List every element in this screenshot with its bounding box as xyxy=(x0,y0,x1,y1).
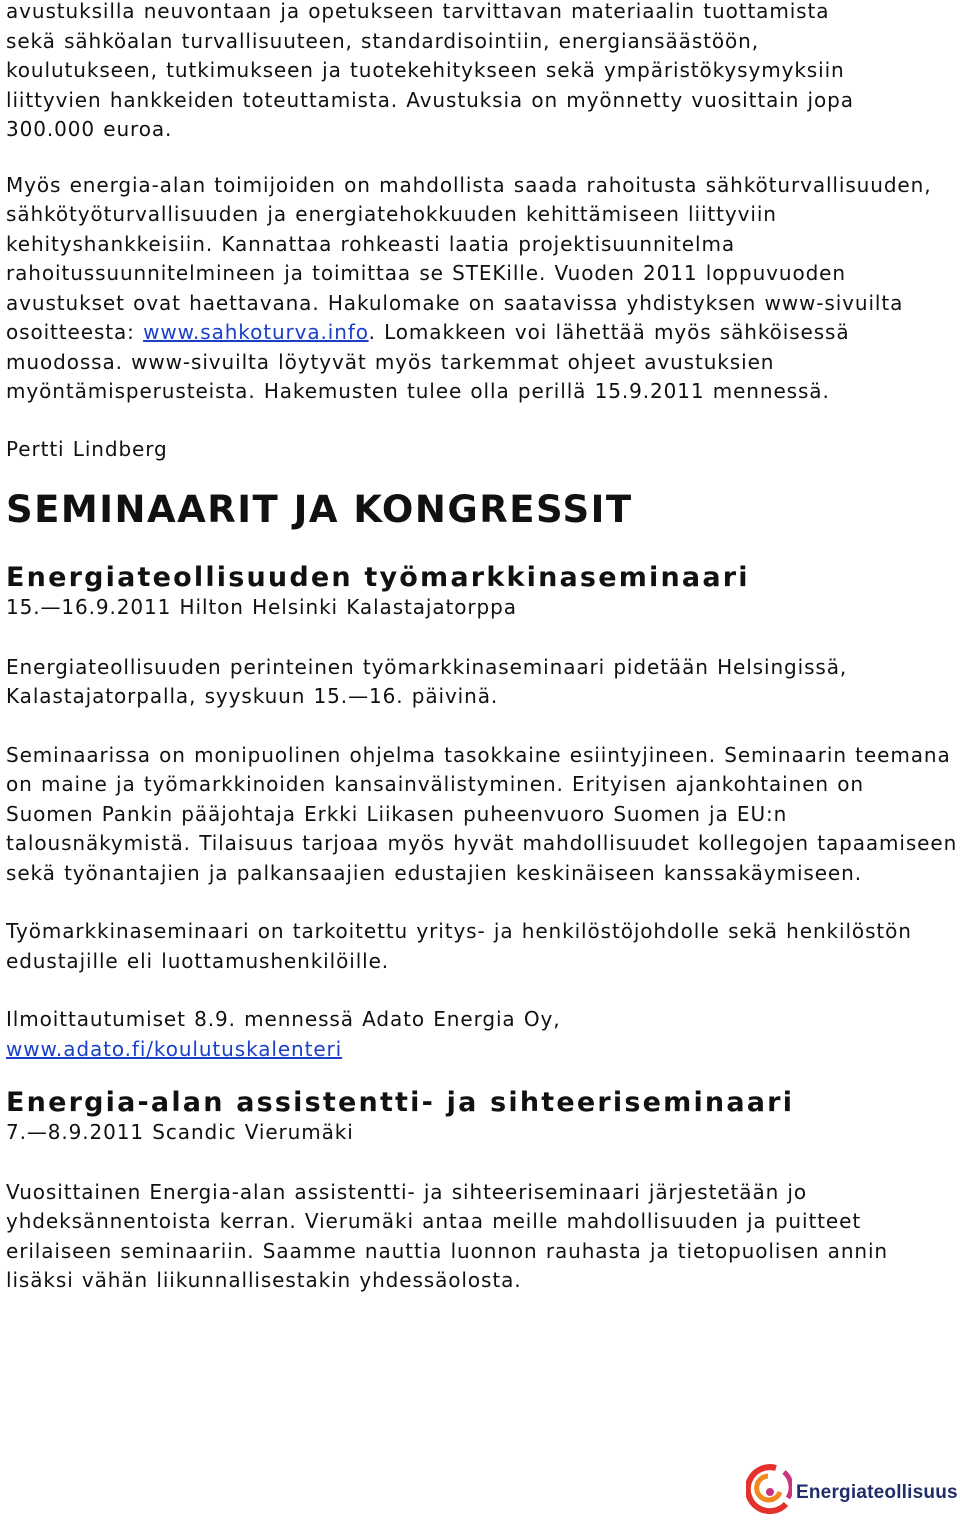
adato-link[interactable]: www.adato.fi/koulutuskalenteri xyxy=(6,1036,343,1061)
energiateollisuus-logo xyxy=(746,1462,958,1518)
section-title: SEMINAARIT JA KONGRESSIT xyxy=(6,488,633,531)
intro-paragraph xyxy=(6,0,958,145)
event-paragraph: Työmarkkinaseminaari on tarkoitettu yritys- ja henkilöstöjohdolle sekä henkilöstön edustajille eli luottamushenkilöille. xyxy=(6,919,912,973)
funding-text-after: . Lomakkeen voi lähettää myös sähköisessä muodossa. www-sivuilta löytyvät myös tarkemmat ohjeet avustuksien myöntämisperusteista. Hakemusten tulee olla perillä 15.9.2011 mennessä. xyxy=(6,320,850,403)
logo-mark-icon xyxy=(746,1462,792,1518)
logo-arc-magenta xyxy=(784,1472,791,1498)
document-page xyxy=(6,0,958,1296)
registration-label: Ilmoittautumiset 8.9. mennessä Adato Energia Oy, xyxy=(6,1007,561,1031)
event-paragraph: Vuosittainen Energia-alan assistentti- ja sihteeriseminaari järjestetään jo yhdeksännentoista kerran. Vierumäki antaa meille mahdollisuuden ja puitteet erilaiseen seminaariin. Saamme nauttia luonnon rauhasta ja tietopuolisen annin lisäksi vähän liikunnallisestakin yhdessäolosta. xyxy=(6,1179,889,1292)
author-name: Pertti Lindberg xyxy=(6,436,168,461)
sahkoturva-link[interactable]: www.sahkoturva.info xyxy=(143,320,369,344)
event-date-place: 15.—16.9.2011 Hilton Helsinki Kalastajatorppa xyxy=(6,595,517,619)
event-title: Energia-alan assistentti- ja sihteeriseminaari xyxy=(6,1087,795,1118)
intro-line: koulutukseen, tutkimukseen ja tuotekehitykseen sekä ympäristökysymyksiin xyxy=(6,58,845,82)
logo-text: Energiateollisuus xyxy=(796,1482,958,1503)
registration-text xyxy=(6,1005,958,1064)
intro-line: 300.000 euroa. xyxy=(6,117,173,141)
funding-paragraph xyxy=(6,171,958,407)
logo-dot xyxy=(766,1488,774,1496)
funding-text: Myös energia-alan toimijoiden on mahdollista saada rahoitusta sähköturvallisuuden, sähkötyöturvallisuuden ja energiatehokkuuden kehittämiseen liittyviin kehityshankkeisiin. Kannattaa rohkeasti laatia projektisuunnitelma rahoitussuunnitelmineen ja toimittaa se STEKille. Vuoden 2011 loppuvuoden avustukset ovat haettavana. Hakulomake on saatavissa yhdistyksen www-sivuilta osoitteesta: xyxy=(6,172,932,344)
event-date-place: 7.—8.9.2011 Scandic Vierumäki xyxy=(6,1120,354,1144)
event-title: Energiateollisuuden työmarkkinaseminaari xyxy=(6,562,750,593)
intro-line: sekä sähköalan turvallisuuteen, standardisointiin, energiansäästöön, xyxy=(6,28,759,53)
event-paragraph: Energiateollisuuden perinteinen työmarkkinaseminaari pidetään Helsingissä, Kalastajatorpalla, syyskuun 15.—16. päivinä. xyxy=(6,654,848,708)
intro-line: liittyvien hankkeiden toteuttamista. Avustuksia on myönnetty vuosittain jopa xyxy=(6,87,854,112)
event-paragraph: Seminaarissa on monipuolinen ohjelma tasokkaine esiintyjineen. Seminaarin teemana on maine ja työmarkkinoiden kansainvälistyminen. Erityisen ajankohtainen on Suomen Pankin pääjohtaja Erkki Liikasen puheenvuoro Suomen ja EU:n talousnäkymistä. Tilaisuus tarjoaa myös hyvät mahdollisuudet kollegojen tapaamiseen sekä työnantajien ja palkansaajien edustajien keskinäiseen kanssakäymiseen. xyxy=(6,742,958,885)
intro-line: avustuksilla neuvontaan ja opetukseen tarvittavan materiaalin tuottamista xyxy=(6,0,830,23)
logo-arc-orange xyxy=(757,1476,780,1500)
